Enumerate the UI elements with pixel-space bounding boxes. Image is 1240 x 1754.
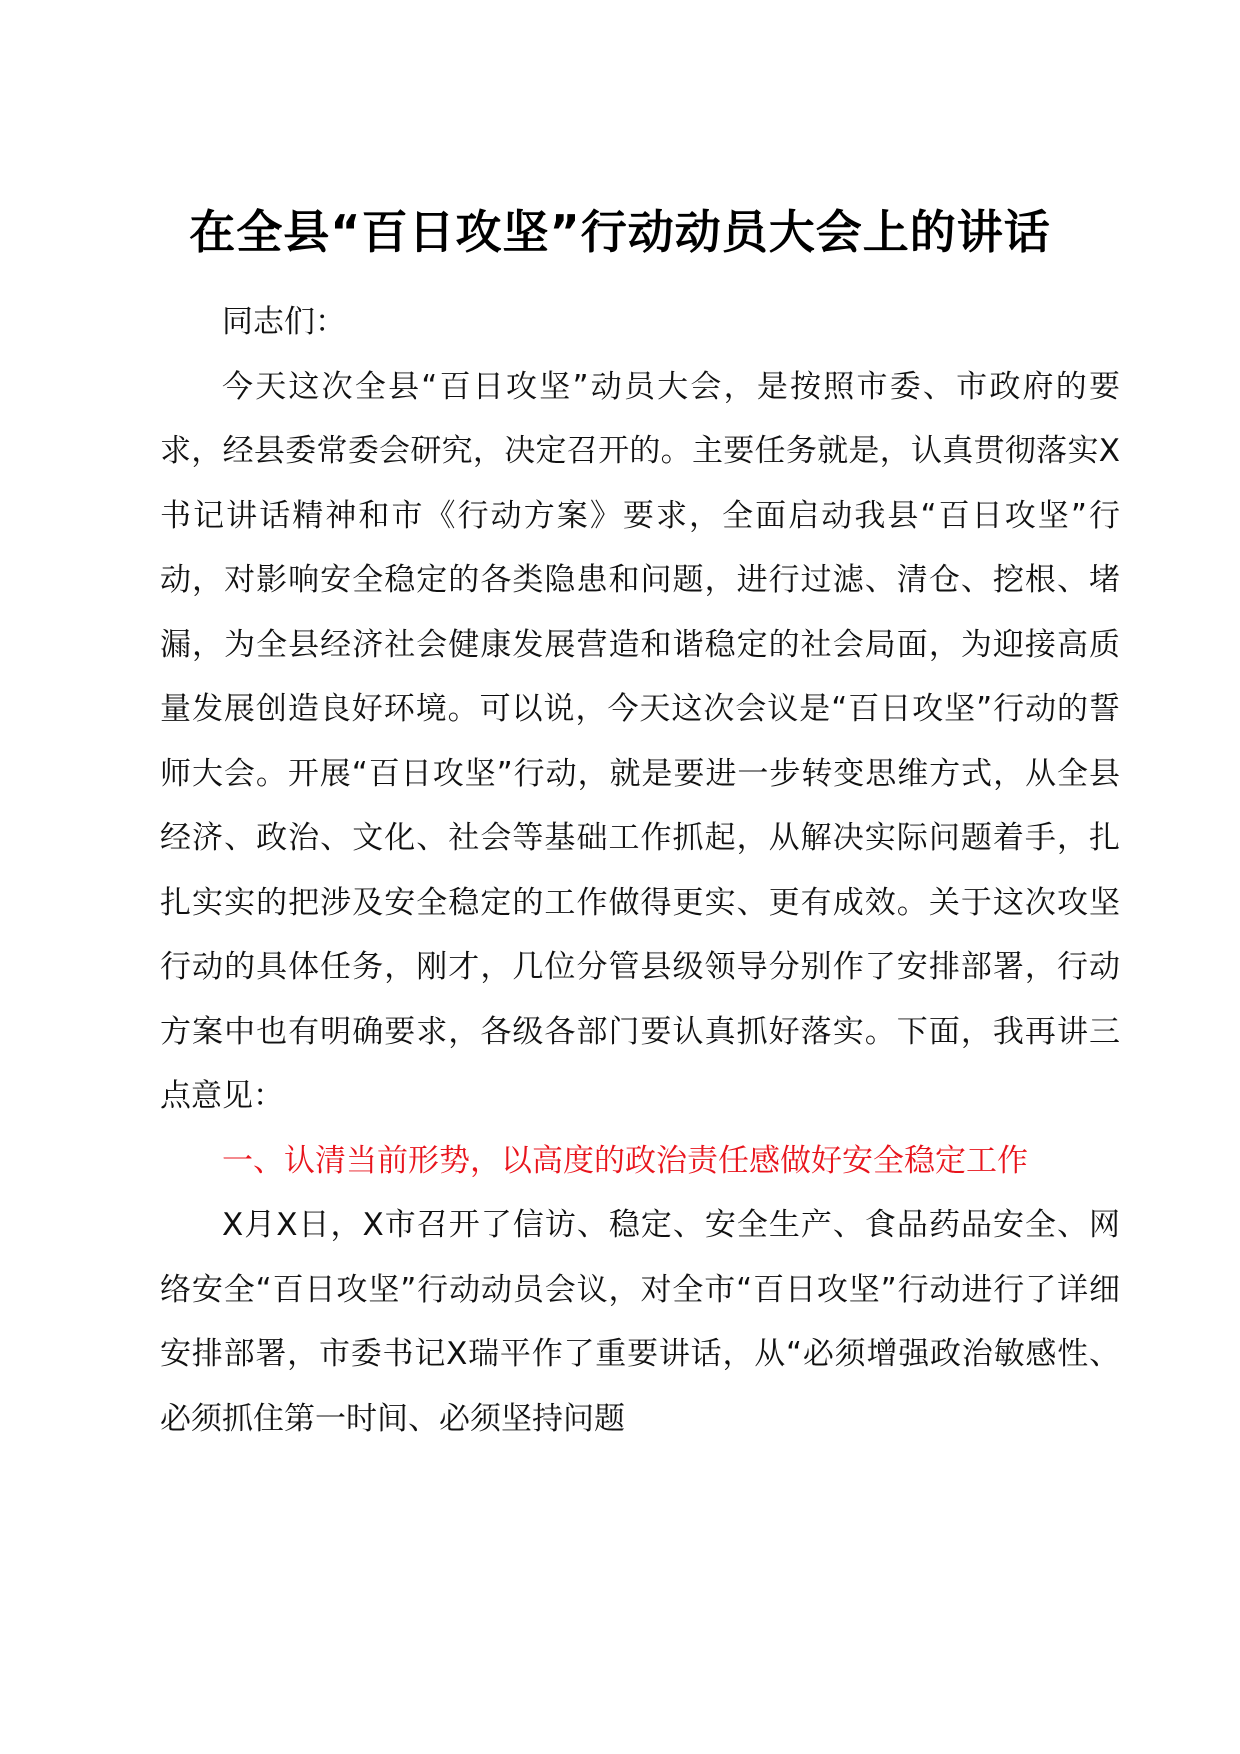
section-heading-1: 一、认清当前形势，以高度的政治责任感做好安全稳定工作 (222, 1142, 1028, 1179)
document-title: 在全县“百日攻坚”行动动员大会上的讲话 (189, 205, 1051, 259)
document-body (160, 290, 1120, 1451)
salutation: 同志们： (222, 304, 346, 340)
paragraph-intro: 今天这次全县“百日攻坚”动员大会，是按照市委、市政府的要求，经县委常委会研究，决定召开的。主要任务就是，认真贯彻落实X书记讲话精神和市《行动方案》要求，全面启动我县“百日攻坚”行动，对影响安全稳定的各类隐患和问题，进行过滤、清仓、挖根、堵漏，为全县经济社会健康发展营造和谐稳定的社会局面，为迎接高质量发展创造良好环境。可以说，今天这次会议是“百日攻坚”行动的誓师大会。开展“百日攻坚”行动，就是要进一步转变思维方式，从全县经济、政治、文化、社会等基础工作抓起，从解决实际问题着手，扎扎实实的把涉及安全稳定的工作做得更实、更有成效。关于这次攻坚行动的具体任务，刚才，几位分管县级领导分别作了安排部署，行动方案中也有明确要求，各级各部门要认真抓好落实。下面，我再讲三点意见： (160, 368, 1120, 1114)
paragraph-section-1: X月X日，X市召开了信访、稳定、安全生产、食品药品安全、网络安全“百日攻坚”行动动员会议，对全市“百日攻坚”行动进行了详细安排部署，市委书记X瑞平作了重要讲话，从“必须增强政治敏感性、必须抓住第一时间、必须坚持问题 (160, 1207, 1120, 1437)
